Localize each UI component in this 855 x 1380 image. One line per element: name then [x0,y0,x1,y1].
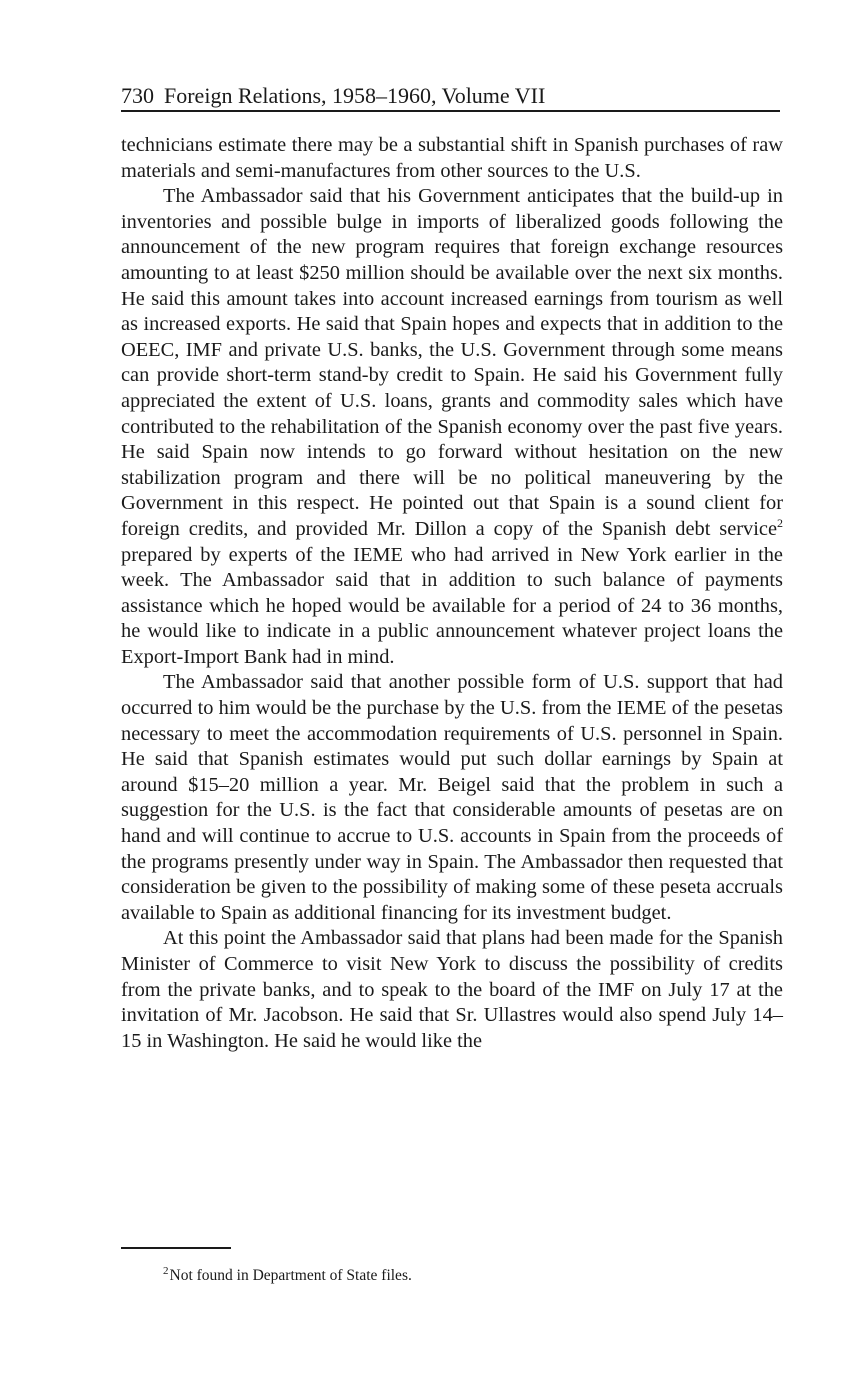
paragraph-2-text: The Ambassador said that his Government anticipates that the build-up in inventories and possible bulge in imports of liberalized goods following the announcement of the new program requires that foreign exchange resources amounting to at least $250 million should be available over the next six months. He said this amount takes into account increased earnings from tourism as well as increased exports. He said that Spain hopes and expects that in addition to the OEEC, IMF and private U.S. banks, the U.S. Government through some means can provide short-term stand-by credit to Spain. He said his Government fully appreciated the extent of U.S. loans, grants and commodity sales which have contributed to the rehabilitation of the Spanish economy over the past five years. He said Spain now intends to go forward without hesitation on the new stabilization program and there will be no political maneuvering by the Government in this respect. He pointed out that Spain is a sound client for foreign credits, and provided Mr. Dillon a copy of the Spanish debt service [121,185,783,540]
footnote-marker: 2 [163,1264,169,1277]
paragraph-2-text-after: prepared by experts of the IEME who had arrived in New York earlier in the week. The Ambassador said that in addition to such balance of payments assistance which he hoped would be available for a period of 24 to 36 months, he would like to indicate in a public announcement whatever project loans the Export-Import Bank had in mind. [121,543,783,668]
paragraph-2 [121,184,783,670]
footnote-divider [121,1247,231,1249]
body-text [121,133,783,1054]
footnote-reference: 2 [777,516,783,531]
paragraph-4: At this point the Ambassador said that plans had been made for the Spanish Minister of Commerce to visit New York to discuss the possibility of credits from the private banks, and to speak to the board of the IMF on July 17 at the invitation of Mr. Jacobson. He said that Sr. Ullastres would also spend July 14–15 in Washington. He said he would like the [121,927,783,1052]
running-title: Foreign Relations, 1958–1960, Volume VII [164,83,546,108]
footnote [163,1266,763,1286]
page-number: 730 [121,83,154,108]
paragraph-3: The Ambassador said that another possible form of U.S. support that had occurred to him would be the purchase by the U.S. from the IEME of the pesetas necessary to meet the accommodation requirements of U.S. personnel in Spain. He said that Spanish estimates would put such dollar earnings by Spain at around $15–20 million a year. Mr. Beigel said that the problem in such a suggestion for the U.S. is the fact that considerable amounts of pesetas are on hand and will continue to accrue to U.S. accounts in Spain from the proceeds of the programs presently under way in Spain. The Ambassador then requested that consideration be given to the possibility of making some of these peseta accruals available to Spain as additional financing for its investment budget. [121,671,783,924]
running-header [121,82,780,112]
footnote-text: Not found in Department of State files. [169,1267,412,1284]
paragraph-1: technicians estimate there may be a substantial shift in Spanish purchases of raw materials and semi-manufactures from other sources to the U.S. [121,134,783,182]
